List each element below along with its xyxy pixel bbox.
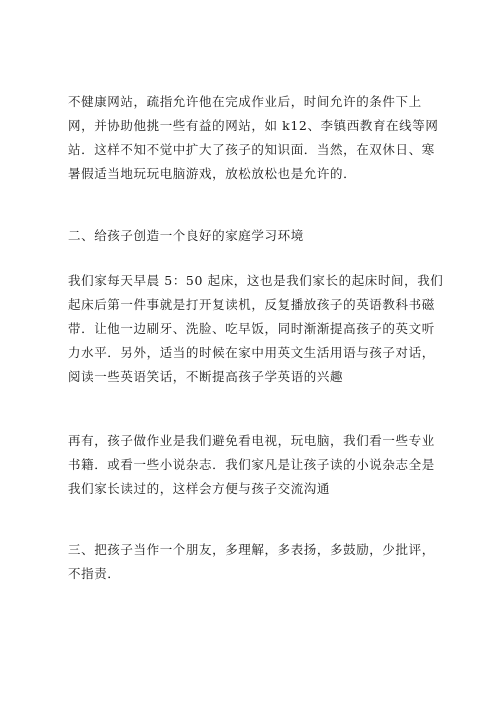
- text-line: 力水平．另外，适当的时候在家中用英文生活用语与孩子对话，: [68, 345, 435, 360]
- text-line: 带．让他一边刷牙、洗脸、吃早饭，同时渐渐提高孩子的英文听: [68, 321, 435, 336]
- text-line: 书籍．或看一些小说杂志．我们家凡是让孩子读的小说杂志全是: [68, 457, 435, 472]
- text-line: 不指责．: [68, 566, 121, 581]
- text-line: 我们家长读过的，这样会方便与孩子交流沟通: [68, 481, 331, 496]
- text-line: 三、把孩子当作一个朋友，多理解，多表扬，多鼓励，少批评，: [68, 542, 435, 557]
- section-heading-treat-as-friend: [68, 538, 435, 586]
- paragraph-website-guidance: [68, 90, 439, 186]
- text-line: 站．这样不知不觉中扩大了孩子的知识面．当然，在双休日、寒: [68, 142, 435, 157]
- text-line: 网，并协助他挑一些有益的网站，如 k12、李镇西教育在线等网: [68, 118, 439, 133]
- paragraph-morning-routine: [68, 269, 444, 389]
- section-heading-learning-environment: 二、给孩子创造一个良好的家庭学习环境: [68, 228, 304, 243]
- text-line: 我们家每天早晨 5：50 起床，这也是我们家长的起床时间，我们: [68, 273, 444, 288]
- text-line: 不健康网站，疏指允许他在完成作业后，时间允许的条件下上: [68, 94, 422, 109]
- text-line: 起床后第一件事就是打开复读机，反复播放孩子的英语教科书磁: [68, 297, 435, 312]
- text-line: 阅读一些英语笑话，不断提高孩子学英语的兴趣: [68, 369, 344, 384]
- text-line: 暑假适当地玩玩电脑游戏，放松放松也是允许的．: [68, 166, 357, 181]
- text-line: 再有，孩子做作业是我们避免看电视，玩电脑，我们看一些专业: [68, 433, 435, 448]
- paragraph-homework-time: [68, 429, 434, 501]
